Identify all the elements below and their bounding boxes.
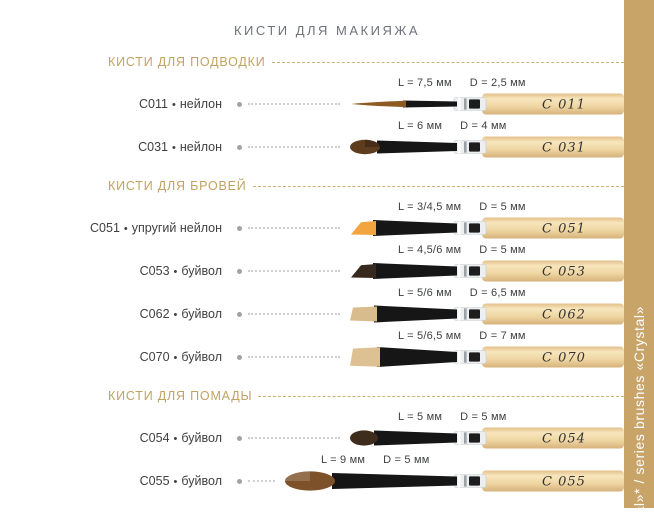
diameter-dimension: D = 6,5 мм: [469, 287, 526, 299]
bullet-separator: •: [173, 476, 178, 488]
band-clamp: [469, 99, 480, 108]
page-title: КИСТИ ДЛЯ МАКИЯЖА: [233, 23, 421, 38]
section-dashed-rule: [272, 62, 624, 63]
section-header: [108, 178, 624, 194]
brush-label: [0, 140, 222, 154]
brush-material: буйвол: [181, 307, 222, 321]
dotted-leader: [248, 356, 340, 358]
brush-material: нейлон: [179, 97, 222, 111]
ferrule: [374, 431, 457, 446]
band-ring: [464, 351, 467, 362]
brush-code: C062: [139, 307, 170, 321]
bristles: [351, 101, 406, 107]
brush-row: [0, 410, 624, 453]
leader-dot: [237, 436, 242, 441]
brush-dimensions: [398, 244, 526, 256]
handle-code: C 055: [542, 474, 586, 490]
brush-code: C054: [139, 431, 170, 445]
band-clamp: [469, 266, 480, 275]
bullet-separator: •: [173, 352, 178, 364]
series-side-bar: [624, 0, 654, 514]
bullet-separator: •: [173, 266, 178, 278]
dotted-leader: [248, 437, 340, 439]
brush-code: C011: [139, 97, 168, 111]
band-clamp: [469, 223, 480, 232]
brush-dimensions: [321, 454, 430, 466]
brush-material: упругий нейлон: [131, 221, 222, 235]
dotted-leader: [248, 146, 340, 148]
diameter-dimension: D = 4 мм: [460, 120, 507, 132]
leader-dot: [237, 226, 242, 231]
series-vertical-label: al»* / series brushes «Crystal»: [631, 305, 647, 514]
diameter-dimension: D = 2,5 мм: [469, 77, 526, 89]
brush-row: [0, 286, 624, 329]
band-clamp: [469, 433, 480, 442]
band-clamp: [469, 142, 480, 151]
dotted-leader: [248, 270, 340, 272]
brush-label: [0, 264, 222, 278]
brush-material: нейлон: [179, 140, 222, 154]
band-highlight: [458, 222, 460, 235]
brush-dimensions: [398, 330, 526, 342]
brush-dimensions: [398, 201, 526, 213]
diameter-dimension: D = 5 мм: [383, 454, 430, 466]
band-ring: [464, 265, 467, 276]
section-header: [108, 54, 624, 70]
band-clamp: [469, 476, 480, 485]
band-ring: [464, 141, 467, 152]
brush-row: [0, 200, 624, 243]
brush-image: [350, 330, 624, 372]
ferrule: [373, 220, 457, 236]
band-highlight: [458, 98, 460, 111]
band-highlight: [458, 265, 460, 278]
ferrule: [373, 263, 457, 279]
bristle-shade: [285, 471, 310, 481]
section-dashed-rule: [253, 186, 624, 187]
bullet-separator: •: [172, 99, 176, 111]
leader-dot: [237, 269, 242, 274]
brush-illustration: [350, 342, 624, 372]
brush-label: [0, 431, 222, 445]
brush-image: [285, 454, 624, 496]
band-highlight: [458, 351, 460, 364]
handle-code: C 070: [542, 350, 586, 366]
band-ring: [464, 222, 467, 233]
ferrule: [403, 101, 457, 108]
brush-label: [0, 307, 222, 321]
dotted-leader: [248, 480, 275, 482]
band-ring: [464, 98, 467, 109]
brush-code: C055: [139, 474, 170, 488]
handle-code: C 011: [542, 97, 586, 113]
bristles: [350, 430, 378, 445]
leader-dot: [237, 355, 242, 360]
diameter-dimension: D = 5 мм: [479, 201, 526, 213]
brush-material: буйвол: [181, 350, 222, 364]
brush-illustration: [350, 256, 624, 286]
diameter-dimension: D = 5 мм: [479, 244, 526, 256]
diameter-dimension: D = 5 мм: [460, 411, 507, 423]
band-highlight: [458, 308, 460, 321]
length-dimension: L = 3/4,5 мм: [398, 201, 462, 213]
handle-code: C 053: [542, 264, 586, 280]
ferrule: [332, 473, 457, 489]
bullet-separator: •: [123, 223, 128, 235]
bristles: [350, 307, 377, 322]
length-dimension: L = 9 мм: [321, 454, 366, 466]
handle-code: C 031: [542, 140, 586, 156]
length-dimension: L = 5 мм: [398, 411, 443, 423]
dotted-leader: [248, 313, 340, 315]
brush-material: буйвол: [181, 474, 222, 488]
brush-image: [350, 77, 624, 119]
ferrule: [377, 347, 457, 367]
band-ring: [464, 432, 467, 443]
band-highlight: [458, 432, 460, 445]
brush-material: буйвол: [181, 264, 222, 278]
brush-material: буйвол: [181, 431, 222, 445]
brush-illustration: [350, 213, 624, 243]
brush-label: [0, 97, 222, 111]
ferrule: [377, 141, 457, 154]
bullet-separator: •: [173, 309, 178, 321]
brush-row: [0, 76, 624, 119]
brush-label: [0, 350, 222, 364]
length-dimension: L = 5/6,5 мм: [398, 330, 462, 342]
brush-row: [0, 329, 624, 372]
bristles: [351, 221, 376, 235]
brush-image: [350, 201, 624, 243]
length-dimension: L = 7,5 мм: [398, 77, 452, 89]
handle-code: C 051: [542, 221, 586, 237]
section-dashed-rule: [258, 396, 624, 397]
brush-image: [350, 244, 624, 286]
section-title: КИСТИ ДЛЯ ПОДВОДКИ: [108, 55, 266, 69]
dotted-leader: [248, 103, 340, 105]
brush-image: [350, 120, 624, 162]
bristles: [350, 347, 380, 366]
bullet-separator: •: [173, 433, 178, 445]
length-dimension: L = 4,5/6 мм: [398, 244, 462, 256]
section-title: КИСТИ ДЛЯ ПОМАДЫ: [108, 389, 253, 403]
brush-code: C070: [139, 350, 170, 364]
leader-dot: [237, 312, 242, 317]
bullet-separator: •: [172, 142, 176, 154]
bristles: [351, 264, 376, 278]
brush-dimensions: [398, 120, 507, 132]
leader-dot: [237, 479, 242, 484]
brush-image: [350, 411, 624, 453]
brush-label: [0, 221, 222, 235]
diameter-dimension: D = 7 мм: [479, 330, 526, 342]
brush-illustration: [350, 423, 624, 453]
band-clamp: [469, 352, 480, 361]
ferrule: [374, 306, 457, 323]
brush-label: [0, 474, 222, 488]
band-ring: [464, 308, 467, 319]
band-highlight: [458, 475, 460, 488]
band-clamp: [469, 309, 480, 318]
brush-illustration: [350, 132, 624, 162]
brush-row: [0, 453, 624, 496]
band-ring: [464, 475, 467, 486]
brush-image: [350, 287, 624, 329]
dotted-leader: [248, 227, 340, 229]
brush-dimensions: [398, 287, 526, 299]
brush-dimensions: [398, 411, 507, 423]
band-highlight: [458, 141, 460, 154]
brush-code: C053: [139, 264, 170, 278]
section-header: [108, 388, 624, 404]
brush-code: C031: [138, 140, 168, 154]
brush-row: [0, 119, 624, 162]
leader-dot: [237, 102, 242, 107]
handle-code: C 054: [542, 431, 586, 447]
leader-dot: [237, 145, 242, 150]
catalog-content: [0, 38, 624, 496]
brush-row: [0, 243, 624, 286]
brush-illustration: [350, 299, 624, 329]
brush-code: C051: [90, 221, 120, 235]
length-dimension: L = 6 мм: [398, 120, 443, 132]
brush-illustration: [285, 466, 624, 496]
brush-dimensions: [398, 77, 526, 89]
section-title: КИСТИ ДЛЯ БРОВЕЙ: [108, 179, 247, 193]
length-dimension: L = 5/6 мм: [398, 287, 452, 299]
handle-code: C 062: [542, 307, 586, 323]
brush-illustration: [350, 89, 624, 119]
